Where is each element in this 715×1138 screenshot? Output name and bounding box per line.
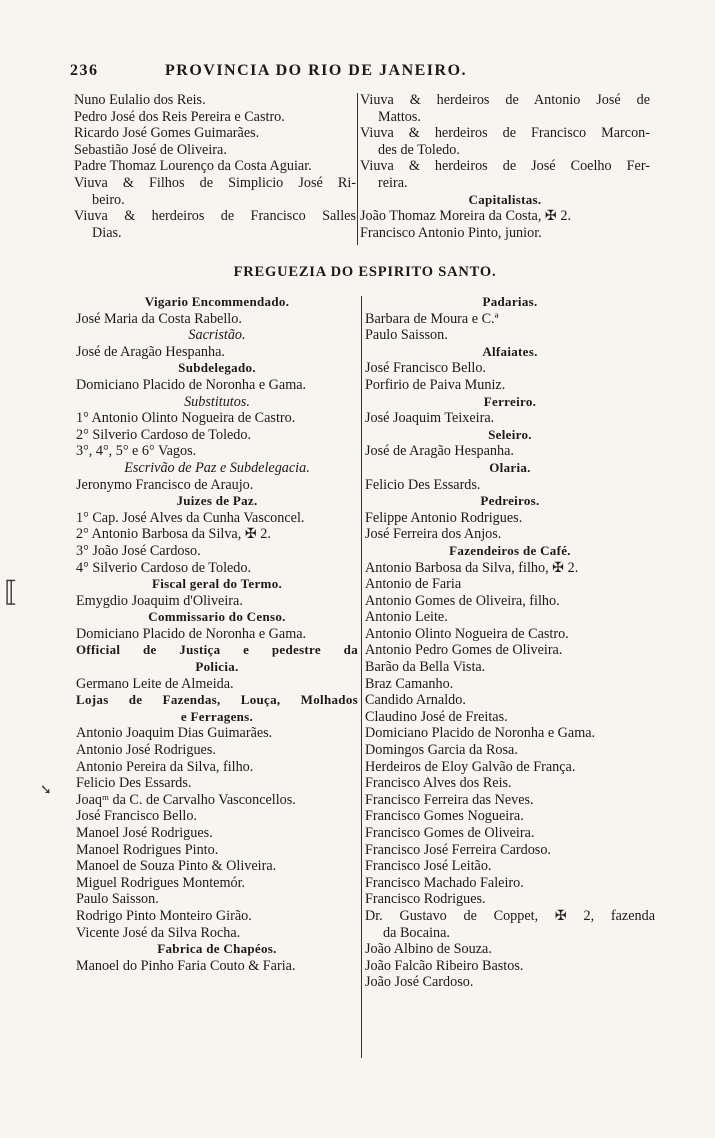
entry-line: Viuva & herdeiros de Francisco Salles	[74, 208, 356, 225]
section-heading: Policia.	[195, 659, 239, 675]
bottom-column-divider	[361, 296, 362, 1058]
entry-line: Escrivão de Paz e Subdelegacia.	[124, 459, 310, 476]
entry-line: 1° Antonio Olinto Nogueira de Castro.	[76, 410, 296, 427]
section-title: FREGUEZIA DO ESPIRITO SANTO.	[233, 264, 497, 280]
entry-line: Francisco Antonio Pinto, junior.	[360, 224, 542, 241]
entry-line: Francisco Rodrigues.	[365, 891, 486, 908]
entry-line: Francisco José Leitão.	[365, 858, 492, 875]
entry-line: Dias.	[92, 224, 122, 241]
entry-line: Barão da Bella Vista.	[365, 659, 486, 676]
section-heading: Capitalistas.	[468, 191, 542, 207]
entry-line: Manoel José Rodrigues.	[76, 825, 213, 841]
section-heading: Juizes de Paz.	[176, 493, 258, 509]
entry-line: Antonio Gomes de Oliveira, filho.	[365, 592, 560, 609]
entry-line: Antonio José Rodrigues.	[76, 742, 216, 759]
entry-line: João Thomaz Moreira da Costa, ✠ 2.	[360, 208, 571, 225]
entry-line: Manoel Rodrigues Pinto.	[76, 841, 219, 858]
entry-line: Antonio Barbosa da Silva, filho, ✠ 2.	[365, 559, 579, 576]
top-left-column	[74, 92, 356, 241]
section-heading: Seleiro.	[488, 426, 532, 442]
entry-line: da Bocaina.	[383, 924, 450, 941]
entry-line: José Maria da Costa Rabello.	[76, 310, 242, 327]
entry-line: 2° Antonio Barbosa da Silva, ✠ 2.	[76, 526, 271, 543]
entry-line: Domiciano Placido de Noronha e Gama.	[365, 725, 596, 742]
entry-line: Germano Leite de Almeida.	[76, 675, 234, 692]
entry-line: Francisco Gomes de Oliveira.	[365, 825, 535, 841]
entry-line: Paulo Saisson.	[76, 891, 159, 908]
entry-line: Felicio Des Essards.	[365, 476, 481, 493]
page-header	[70, 62, 660, 84]
entry-line: João Falcão Ribeiro Bastos.	[365, 957, 524, 974]
entry-line: Viuva & Filhos de Simplicio José Ri-	[74, 174, 356, 191]
entry-line: Porfirio de Paiva Muniz.	[365, 376, 506, 393]
entry-line: Barbara de Moura e C.ª	[365, 310, 499, 327]
section-heading: Pedreiros.	[480, 493, 540, 509]
entry-line: 3°, 4°, 5° e 6° Vagos.	[76, 443, 197, 460]
entry-line: Vicente José da Silva Rocha.	[76, 924, 241, 941]
entry-line: Padre Thomaz Lourenço da Costa Aguiar.	[74, 158, 312, 175]
running-title: PROVINCIA DO RIO DE JANEIRO.	[165, 62, 468, 79]
entry-line: Domiciano Placido de Noronha e Gama.	[76, 625, 307, 642]
entry-line: Mattos.	[378, 108, 421, 125]
entry-line: José de Aragão Hespanha.	[365, 443, 514, 460]
entry-line: Francisco José Ferreira Cardoso.	[365, 841, 551, 858]
section-heading: Alfaiates.	[482, 343, 538, 359]
entry-line: Emygdio Joaquim d'Oliveira.	[76, 592, 243, 609]
page-number: 236	[70, 62, 99, 79]
entry-line: José Francisco Bello.	[365, 360, 486, 377]
entry-line: Francisco Machado Faleiro.	[365, 874, 524, 891]
entry-line: Manoel do Pinho Faria Couto & Faria.	[76, 957, 296, 974]
entry-line: Antonio Pedro Gomes de Oliveira.	[365, 642, 563, 659]
entry-line: Antonio de Faria	[365, 576, 462, 593]
section-heading: Fazendeiros de Café.	[449, 542, 571, 558]
entry-line: Felicio Des Essards.	[76, 775, 192, 792]
entry-line: 4° Silverio Cardoso de Toledo.	[76, 559, 252, 576]
margin-bracket-mark: ⟦	[4, 577, 18, 608]
top-column-divider	[357, 93, 358, 245]
section-heading: Vigario Encommendado.	[144, 294, 290, 309]
margin-arrow-mark: ➘	[40, 783, 52, 798]
entry-line: Candido Arnaldo.	[365, 692, 466, 709]
entry-line: João Albino de Souza.	[365, 941, 492, 958]
section-heading: Commissario do Censo.	[148, 609, 286, 625]
section-heading: Fabrica de Chapéos.	[157, 941, 277, 957]
entry-line: Braz Camanho.	[365, 675, 454, 692]
section-heading: Olaria.	[489, 459, 531, 475]
entry-line: 2° Silverio Cardoso de Toledo.	[76, 426, 252, 443]
entry-line: Pedro José dos Reis Pereira e Castro.	[74, 108, 285, 125]
entry-line: beiro.	[92, 191, 125, 208]
entry-line: Antonio Pereira da Silva, filho.	[76, 758, 254, 775]
entry-line: Miguel Rodrigues Montemór.	[76, 874, 246, 891]
entry-line: Domiciano Placido de Noronha e Gama.	[76, 376, 307, 393]
entry-line: des de Toledo.	[378, 141, 460, 158]
section-heading: e Ferragens.	[180, 708, 254, 724]
entry-line: Rodrigo Pinto Monteiro Girão.	[76, 907, 252, 924]
entry-line: Felippe Antonio Rodrigues.	[365, 509, 523, 526]
entry-line: Antonio Leite.	[365, 609, 448, 626]
entry-line: Jeronymo Francisco de Araujo.	[76, 476, 254, 493]
entry-line: Viuva & herdeiros de Antonio José de	[360, 92, 650, 108]
bottom-right-column	[365, 294, 655, 991]
entry-line: Manoel de Souza Pinto & Oliveira.	[76, 858, 277, 875]
entry-line: Dr. Gustavo de Coppet, ✠ 2, fazenda	[365, 907, 655, 924]
entry-line: Nuno Eulalio dos Reis.	[74, 92, 206, 108]
bottom-left-column	[76, 294, 358, 974]
entry-line: Substitutos.	[184, 393, 250, 410]
entry-line: Sebastião José de Oliveira.	[74, 141, 227, 158]
entry-line: Viuva & herdeiros de José Coelho Fer-	[360, 158, 650, 175]
entry-line: Claudino José de Freitas.	[365, 708, 508, 725]
entry-line: José de Aragão Hespanha.	[76, 343, 225, 360]
entry-line: Joaqᵐ da C. de Carvalho Vasconcellos.	[76, 791, 296, 808]
section-heading: Official de Justiça e pedestre da	[76, 642, 358, 658]
section-heading: Fiscal geral do Termo.	[151, 576, 283, 592]
section-heading: Subdelegado.	[178, 360, 256, 376]
section-heading: Lojas de Fazendas, Louça, Molhados	[76, 692, 358, 708]
entry-line: Francisco Ferreira das Neves.	[365, 791, 534, 808]
entry-line: José Ferreira dos Anjos.	[365, 526, 502, 543]
entry-line: João José Cardoso.	[365, 974, 474, 991]
entry-line: 3° João José Cardoso.	[76, 542, 201, 559]
entry-line: Antonio Joaquim Dias Guimarães.	[76, 725, 273, 742]
entry-line: Paulo Saisson.	[365, 327, 448, 344]
entry-line: reira.	[378, 174, 408, 191]
entry-line: Ricardo José Gomes Guimarães.	[74, 125, 260, 142]
entry-line: Antonio Olinto Nogueira de Castro.	[365, 625, 569, 642]
entry-line: Herdeiros de Eloy Galvão de França.	[365, 758, 576, 775]
section-heading: Padarias.	[482, 294, 538, 309]
entry-line: José Francisco Bello.	[76, 808, 197, 825]
entry-line: Sacristão.	[188, 327, 246, 344]
entry-line: Francisco Gomes Nogueira.	[365, 808, 524, 825]
top-right-column	[360, 92, 650, 241]
section-heading: Ferreiro.	[483, 393, 537, 409]
entry-line: 1° Cap. José Alves da Cunha Vasconcel.	[76, 509, 305, 526]
entry-line: Viuva & herdeiros de Francisco Marcon-	[360, 125, 650, 142]
entry-line: Domingos Garcia da Rosa.	[365, 742, 518, 759]
entry-line: José Joaquim Teixeira.	[365, 410, 495, 427]
entry-line: Francisco Alves dos Reis.	[365, 775, 512, 792]
